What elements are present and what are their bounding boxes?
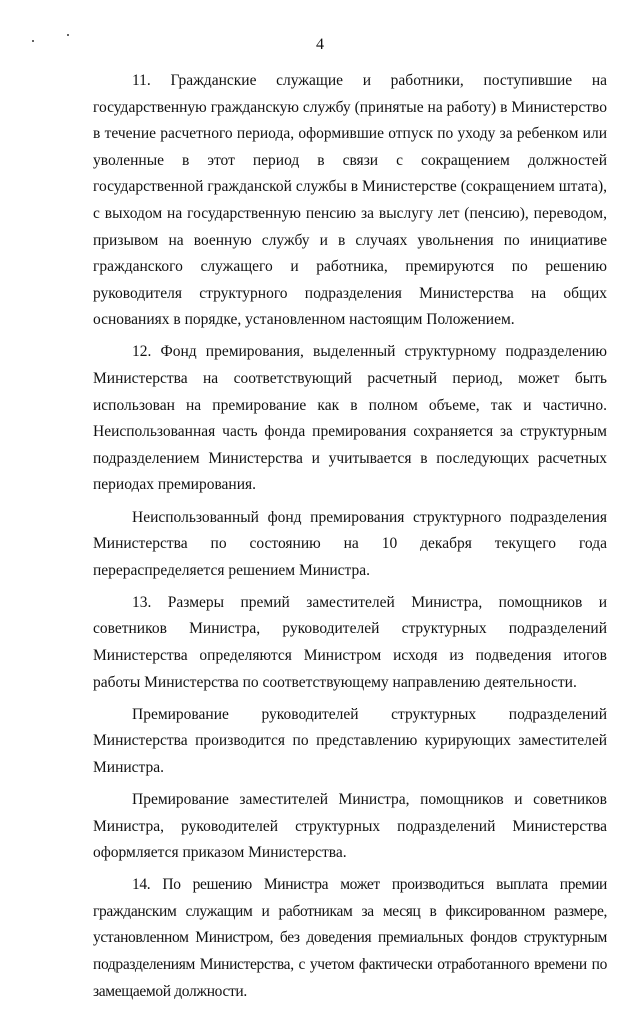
paragraph-13: 13. Размеры премий заместителей Министра, помощников и советников Министра, руководителей структурных подразделений Министерства определяются Министром исходя из подведения итогов работы Министерства по соответствующему направлению деятельности. (93, 593, 607, 691)
paragraph-13-continued-2: Премирование заместителей Министра, помощников и советников Министра, руководителей структурных подразделений Министерства оформляется приказом Министерства. (93, 790, 607, 862)
document-body (93, 68, 607, 1011)
paragraph-13-continued-1: Премирование руководителей структурных подразделений Министерства производится по представлению курирующих заместителей Министра. (93, 705, 607, 776)
page-number: 4 (316, 36, 324, 53)
paragraph-12: 12. Фонд премирования, выделенный структурному подразделению Министерства на соответствующий расчетный период, может быть использован на премирование как в полном объеме, так и частично. Неиспользованная часть фонда премирования сохраняется за структурным подразделением Министерства и учитывается в последующих расчетных периодах премирования. (93, 343, 607, 494)
paragraph-12-continued: Неиспользованный фонд премирования структурного подразделения Министерства по состоянию на 10 декабря текущего года перераспределяется решением Министра. (93, 508, 607, 579)
paragraph-14: 14. По решению Министра может производиться выплата премии гражданским служащим и работникам за месяц в фиксированном размере, установленном Министром, без доведения премиальных фондов структурным подразделениям Министерства, с учетом фактически отработанного времени по замещаемой должности. (93, 876, 607, 1000)
paragraph-11: 11. Гражданские служащие и работники, поступившие на государственную гражданскую службу (принятые на работу) в Министерство в течение расчетного периода, оформившие отпуск по уходу за ребенком или уволенные в этот период в связи с сокращением должностей государственной гражданской службы в Министерстве (сокращением штата), с выходом на государственную пенсию за выслугу лет (пенсию), переводом, призывом на военную службу и в случаях увольнения по инициативе гражданского служащего и работника, премируются по решению руководителя структурного подразделения Министерства на общих основаниях в порядке, установленном настоящим Положением. (93, 72, 607, 329)
